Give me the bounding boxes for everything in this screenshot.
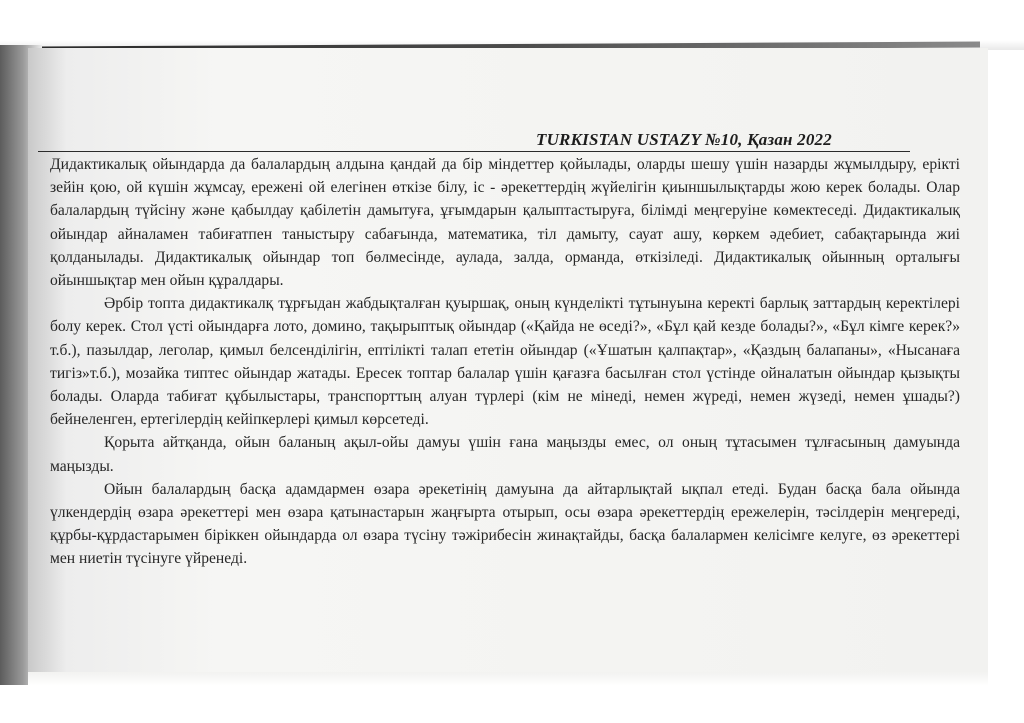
paragraph-4: Ойын балалардың басқа адамдармен өзара әрекетінің дамуына да айтарлықтай ықпал етеді. Будан басқа бала ойында үлкендердің өзара әрекеттері мен өзара қатынастарын жаңғырта отырып, осы өзара әрекеттердің ережелерін, тәсілдерін меңгереді, құрбы-құрдастарымен біріккен ойындарда ол өзара түсіну тәжірибесін жинақтайды, басқа балалармен келісімге келуге, өз әрекеттері мен ниетін түсінуге үйренеді.	[50, 480, 960, 568]
paragraph-3: Қорыта айтқанда, ойын баланың ақыл-ойы дамуы үшін ғана маңызды емес, ол оның тұтасымен тұлғасының дамуында маңызды.	[50, 434, 960, 475]
paragraph-1: Дидактикалық ойындарда да балалардың алдына қандай да бір міндеттер қойылады, оларды шешу үшін назарды жұмылдыру, ерікті зейін қою, ой күшін жұмсау, ережені ой елегінен өткізе білу, іс - әрекеттердің жүйелігін қиыншылықтарды жою керек болады. Олар балалардың түйсіну және қабылдау қабілетін дамытуға, ұғымдарын қалыптастыруға, білімді меңгеруіне көмектеседі. Дидактикалық ойындар айналамен табиғатпен таныстыру сабағында, математика, тіл дамыту, сауат ашу, көркем әдебиет, сабақтарында жиі қолданылады. Дидактикалық ойындар топ бөлмесінде, аулада, залда, орманда, өткізіледі. Дидактикалық ойынның орталығы ойыншықтар мен ойын құралдары.	[50, 156, 960, 290]
header-rule	[38, 151, 910, 152]
page-bottom-edge	[28, 672, 988, 686]
journal-header: TURKISTAN USTAZY №10, Қазан 2022	[536, 130, 832, 149]
article-body	[50, 153, 960, 571]
paragraph-2: Әрбір топта дидактикалқ тұрғыдан жабдықталған қуыршақ, оның күнделікті тұтынуына керекті барлық заттардың керектілері болу керек. Стол үсті ойындарға лото, домино, тақырыптық ойындар («Қайда не өседі?», «Бұл қай кезде болады?», «Бұл кімге керек?» т.б.), пазылдар, леголар, қимыл белсенділігін, ептілікті талап ететін ойындар («Ұшатын қалпақтар», «Қаздың балапаны», «Нысанаға тигіз»т.б.), мозайка типтес ойындар жатады. Ересек топтар балалар үшін қағазға басылған стол үстінде ойналатын ойындар қызықты болады. Оларда табиғат құбылыстары, транспорттың алуан түрлері (кім не мінеді, немен жүреді, немен жүзеді, немен ұшады?) бейнеленген, ертегілердің кейіпкерлері қимыл көрсетеді.	[50, 295, 960, 429]
